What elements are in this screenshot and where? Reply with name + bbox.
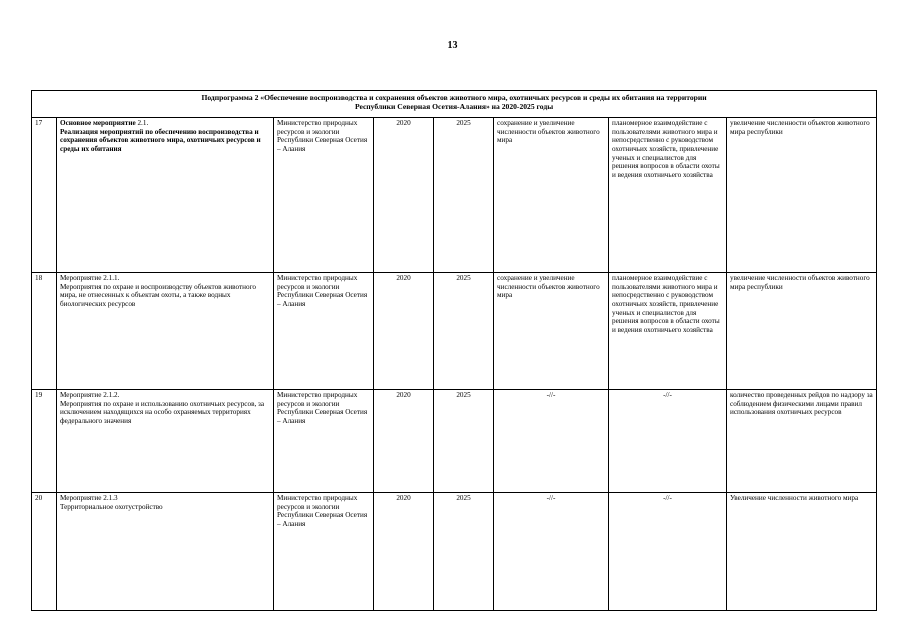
- page-number: 13: [447, 40, 458, 51]
- indicator-cell: количество проведенных рейдов по надзору за соблюдением физическими лицами правил использования охотничьих ресурсов: [727, 390, 877, 493]
- activity-description: Реализация мероприятий по обеспечению воспроизводства и сохранения объектов животного мира, охотничьих ресурсов и среды их обитания: [60, 127, 261, 153]
- activity-title: Мероприятие 2.1.1.: [60, 274, 120, 282]
- result-cell: сохранение и увеличение численности объектов животного мира: [494, 273, 609, 390]
- executor-cell: Министерство природных ресурсов и экологии Республики Северная Осетия – Алания: [274, 493, 374, 611]
- subprogram-title-line2: Республики Северная Осетия-Алания» на 2020-2025 годы: [354, 102, 554, 112]
- activity-title-number: 2.1.: [135, 119, 149, 127]
- executor-cell: Министерство природных ресурсов и экологии Республики Северная Осетия – Алания: [274, 390, 374, 493]
- end-year-cell: 2025: [434, 493, 494, 611]
- activity-cell: [57, 118, 274, 273]
- start-year-cell: 2020: [374, 493, 434, 611]
- start-year-cell: 2020: [374, 118, 434, 273]
- indicator-cell: увеличение численности объектов животного мира республики: [727, 273, 877, 390]
- row-number: 20: [32, 493, 57, 611]
- executor-cell: Министерство природных ресурсов и экологии Республики Северная Осетия – Алания: [274, 118, 374, 273]
- table-row: [32, 493, 877, 611]
- executor-cell: Министерство природных ресурсов и экологии Республики Северная Осетия – Алания: [274, 273, 374, 390]
- activity-title: Мероприятие 2.1.2.: [60, 391, 120, 399]
- end-year-cell: 2025: [434, 273, 494, 390]
- activity-description: Мероприятия по охране и воспроизводству объектов животного мира, не отнесенных к объектам охоты, а также водных биологических ресурсов: [60, 282, 256, 308]
- activity-cell: [57, 390, 274, 493]
- end-year-cell: 2025: [434, 118, 494, 273]
- activity-title: Мероприятие 2.1.3: [60, 494, 118, 502]
- row-number: 18: [32, 273, 57, 390]
- table-row: [32, 118, 877, 273]
- mechanism-cell: -//-: [609, 390, 727, 493]
- subprogram-title: [32, 91, 877, 118]
- row-number: 17: [32, 118, 57, 273]
- end-year-cell: 2025: [434, 390, 494, 493]
- indicator-cell: увеличение численности объектов животного мира республики: [727, 118, 877, 273]
- mechanism-cell: планомерное взаимодействие с пользователями животного мира и непосредственно с руководством охотничьих хозяйств, привлечение ученых и специалистов для решения вопросов в области охоты и ведения охотничьего хозяйства: [609, 118, 727, 273]
- result-cell: сохранение и увеличение численности объектов животного мира: [494, 118, 609, 273]
- start-year-cell: 2020: [374, 390, 434, 493]
- mechanism-cell: -//-: [609, 493, 727, 611]
- result-cell: -//-: [494, 493, 609, 611]
- activity-description: Территориальное охотустройство: [60, 502, 163, 511]
- row-number: 19: [32, 390, 57, 493]
- mechanism-cell: планомерное взаимодействие с пользователями животного мира и непосредственно с руководством охотничьих хозяйств, привлечение ученых и специалистов для решения вопросов в области охоты и ведения охотничьего хозяйства: [609, 273, 727, 390]
- indicator-cell: Увеличение численности животного мира: [727, 493, 877, 611]
- program-table: [31, 90, 877, 611]
- activity-cell: [57, 273, 274, 390]
- table-header-row: [32, 91, 877, 118]
- activity-title-bold: Основное мероприятие: [60, 119, 136, 127]
- table-row: [32, 390, 877, 493]
- activity-description: Мероприятия по охране и использованию охотничьих ресурсов, за исключением находящихся на особо охраняемых территориях федерального значения: [60, 399, 265, 425]
- result-cell: -//-: [494, 390, 609, 493]
- subprogram-title-line1: Подпрограмма 2 «Обеспечение воспроизводства и сохранения объектов животного мира, охотничьих ресурсов и среды их обитания на территории: [201, 93, 707, 102]
- activity-cell: [57, 493, 274, 611]
- table-row: [32, 273, 877, 390]
- start-year-cell: 2020: [374, 273, 434, 390]
